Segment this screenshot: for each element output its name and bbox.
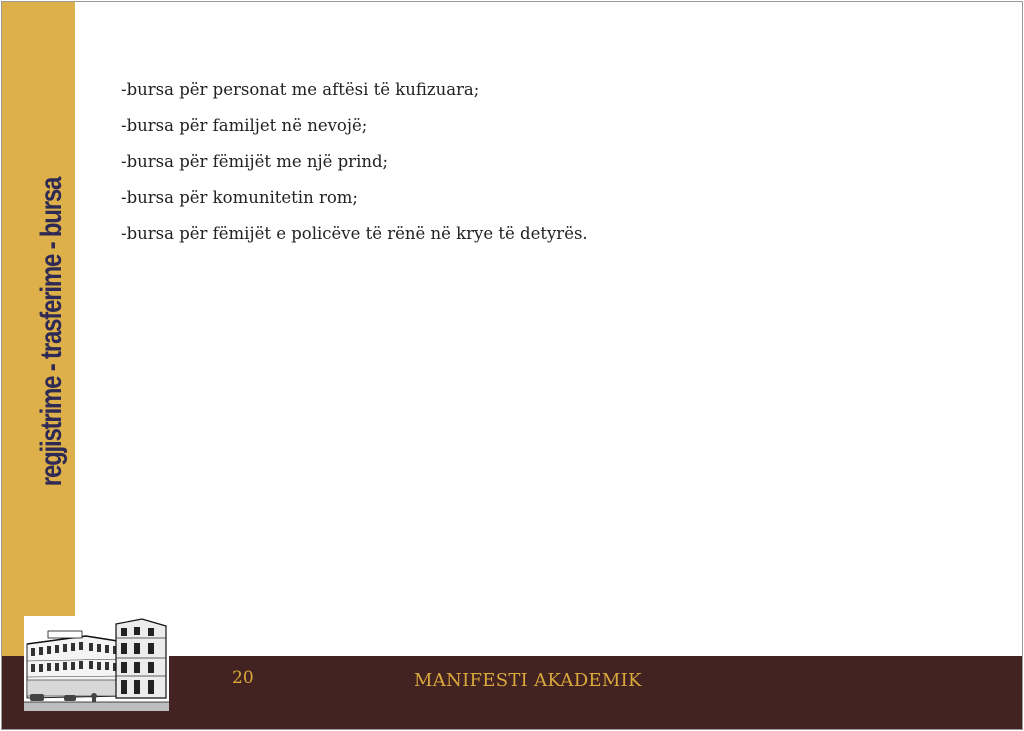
list-item: -bursa për personat me aftësi të kufizuara;: [121, 80, 480, 99]
page-number: 20: [232, 668, 254, 688]
list-item: -bursa për komunitetin rom;: [121, 188, 358, 207]
sidebar: [2, 2, 75, 656]
list-item: -bursa për fëmijët me një prind;: [121, 152, 389, 171]
list-item: -bursa për fëmijët e policëve të rënë në krye të detyrës.: [121, 224, 588, 243]
content-list: [121, 78, 588, 258]
sidebar-title: regjistrime - trasferime - bursa: [35, 177, 68, 487]
footer-title: MANIFESTI AKADEMIK: [414, 670, 642, 691]
list-item: -bursa për familjet në nevojë;: [121, 116, 368, 135]
university-building-icon: [24, 616, 169, 711]
